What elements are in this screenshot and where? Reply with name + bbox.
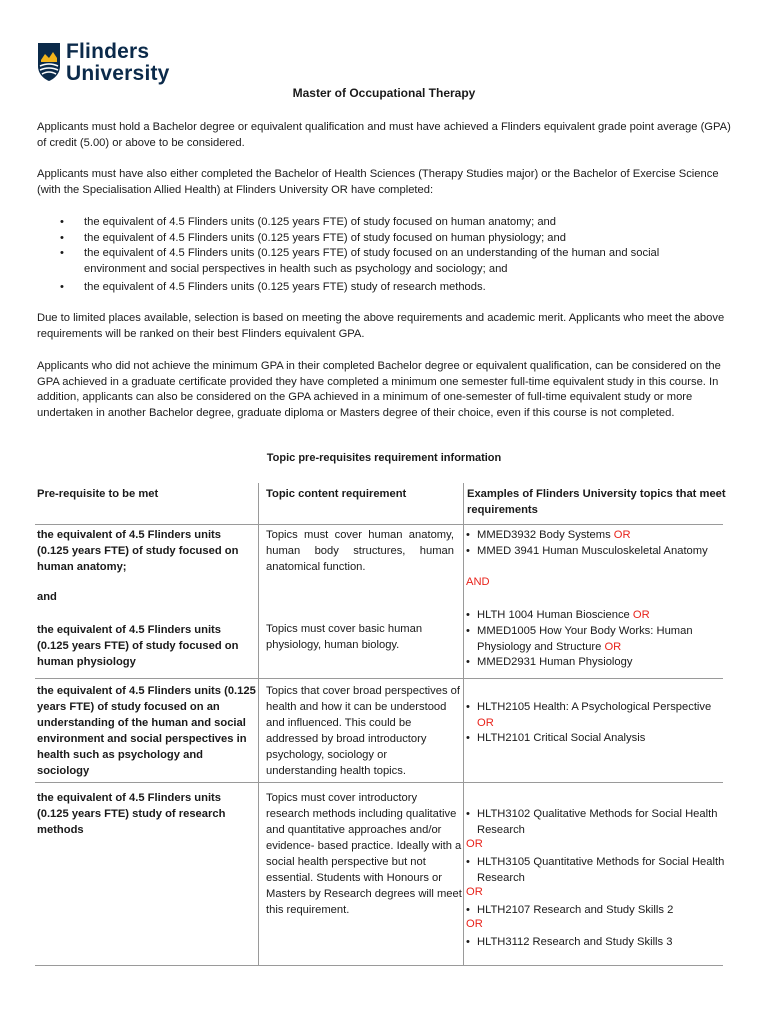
row-divider [35, 965, 723, 966]
bullet-glyph: • [60, 281, 64, 293]
gpa-paragraph: Applicants who did not achieve the minimum GPA in their completed Bachelor degree or equivalent qualification, can be considered on the GPA achieved in a graduate certificate provided they have completed a minimum one semester full-time equivalent study in this course. In addition, applicants can also be considered on the GPA achieved in a minimum of one-semester of full-time equivalent study or more undertaken in another Bachelor degree, graduate diploma or Masters degree of their choice, even if this course is not completed. [37, 360, 721, 419]
flinders-logo [37, 42, 197, 86]
flinders-shield-logo-icon [37, 42, 61, 82]
topic-name: HLTH2101 Critical Social Analysis [477, 732, 646, 744]
row1-prereq-anatomy: the equivalent of 4.5 Flinders units (0.125 years FTE) of study focused on human anatomy; [37, 529, 239, 573]
bullet-glyph: • [466, 808, 470, 820]
topic-name: HLTH3112 Research and Study Skills 3 [477, 936, 673, 948]
bullet-text: the equivalent of 4.5 Flinders units (0.125 years FTE) of study focused on an understanding of the human and social environment and social perspectives in health such as psychology and sociology; and [84, 247, 660, 275]
topic-name: HLTH2105 Health: A Psychological Perspective [477, 701, 712, 713]
row1-content-anatomy: Topics must cover human anatomy, human body structures, human anatomical function. [266, 529, 454, 573]
header-prerequisite: Pre-requisite to be met [37, 488, 159, 500]
row2-content: Topics that cover broad perspectives of health and how it can be understood and influenced. This could be addressed by broad introductory psychology, sociology or understanding health topics. [266, 685, 461, 777]
row1-and-label: and [37, 591, 57, 603]
row1-content-physiology: Topics must cover basic human physiology, human biology. [266, 623, 423, 651]
or-separator: OR [466, 918, 483, 930]
logo-line-1: Flinders [66, 40, 150, 63]
row-divider [35, 678, 723, 679]
topic-name: MMED2931 Human Physiology [477, 656, 633, 668]
topic-name: HLTH3105 Quantitative Methods for Social Health Research [477, 856, 725, 884]
logo-wordmark [66, 41, 170, 85]
topic-name: HLTH 1004 Human Bioscience [477, 609, 630, 621]
bullet-glyph: • [466, 856, 470, 868]
or-label: OR [477, 717, 494, 729]
or-separator: OR [466, 886, 483, 898]
topic-name: HLTH3102 Qualitative Methods for Social Health Research [477, 808, 718, 836]
bullet-glyph: • [466, 529, 470, 541]
bullet-text: the equivalent of 4.5 Flinders units (0.125 years FTE) of study focused on human anatomy; and [84, 216, 557, 228]
bullet-glyph: • [466, 545, 470, 557]
column-divider [258, 483, 259, 966]
logo-line-2: University [66, 62, 170, 85]
row3-content: Topics must cover introductory research methods including qualitative and quantitative approaches and/or evidence- based practice. Ideally with a social health perspective but not essential. Students with Honours or Masters by Research degrees will meet this requirement. [266, 792, 462, 916]
selection-paragraph: Due to limited places available, selection is based on meeting the above requirements and academic merit. Applicants who meet the above requirements will be ranked on their best Flinders equivalent GPA. [37, 312, 725, 340]
bullet-glyph: • [466, 936, 470, 948]
topic-name: MMED 3941 Human Musculoskeletal Anatomy [477, 545, 708, 557]
row1-prereq-physiology: the equivalent of 4.5 Flinders units (0.125 years FTE) of study focused on human physiology [37, 624, 239, 668]
table-title: Topic pre-requisites requirement information [266, 452, 502, 464]
topic-name: MMED1005 How Your Body Works: Human Physiology and Structure [477, 625, 693, 653]
and-separator: AND [466, 576, 490, 588]
bullet-text: the equivalent of 4.5 Flinders units (0.125 years FTE) study of research methods. [84, 281, 486, 293]
topic-name: MMED3932 Body Systems [477, 529, 611, 541]
bullet-glyph: • [60, 232, 64, 244]
header-content: Topic content requirement [266, 488, 407, 500]
row2-prereq: the equivalent of 4.5 Flinders units (0.125 years FTE) of study focused on an understanding of the human and social environment and social perspectives in health such as psychology and sociology [37, 685, 256, 777]
or-label: OR [632, 609, 650, 621]
bullet-glyph: • [60, 247, 64, 259]
intro-paragraph-1: Applicants must hold a Bachelor degree or equivalent qualification and must have achieved a Flinders equivalent grade point average (GPA) of credit (5.00) or above to be considered. [37, 121, 731, 149]
bullet-glyph: • [466, 732, 470, 744]
row-divider [35, 524, 723, 525]
topic-name: HLTH2107 Research and Study Skills 2 [477, 904, 674, 916]
or-label: OR [613, 529, 631, 541]
bullet-text: the equivalent of 4.5 Flinders units (0.125 years FTE) of study focused on human physiology; and [84, 232, 566, 244]
bullet-glyph: • [466, 904, 470, 916]
bullet-glyph: • [466, 625, 470, 637]
bullet-glyph: • [466, 609, 470, 621]
page-title: Master of Occupational Therapy [292, 86, 476, 100]
or-label: OR [604, 641, 622, 653]
column-divider [463, 483, 464, 966]
row-divider [35, 782, 723, 783]
bullet-glyph: • [60, 216, 64, 228]
header-examples: Examples of Flinders University topics that meet requirements [467, 488, 726, 516]
bullet-glyph: • [466, 701, 470, 713]
bullet-glyph: • [466, 656, 470, 668]
or-separator: OR [466, 838, 483, 850]
intro-paragraph-2: Applicants must have also either completed the Bachelor of Health Sciences (Therapy Studies major) or the Bachelor of Exercise Science (with the Specialisation Allied Health) at Flinders University OR have completed: [37, 168, 719, 196]
row3-prereq: the equivalent of 4.5 Flinders units (0.125 years FTE) study of research methods [37, 792, 226, 836]
